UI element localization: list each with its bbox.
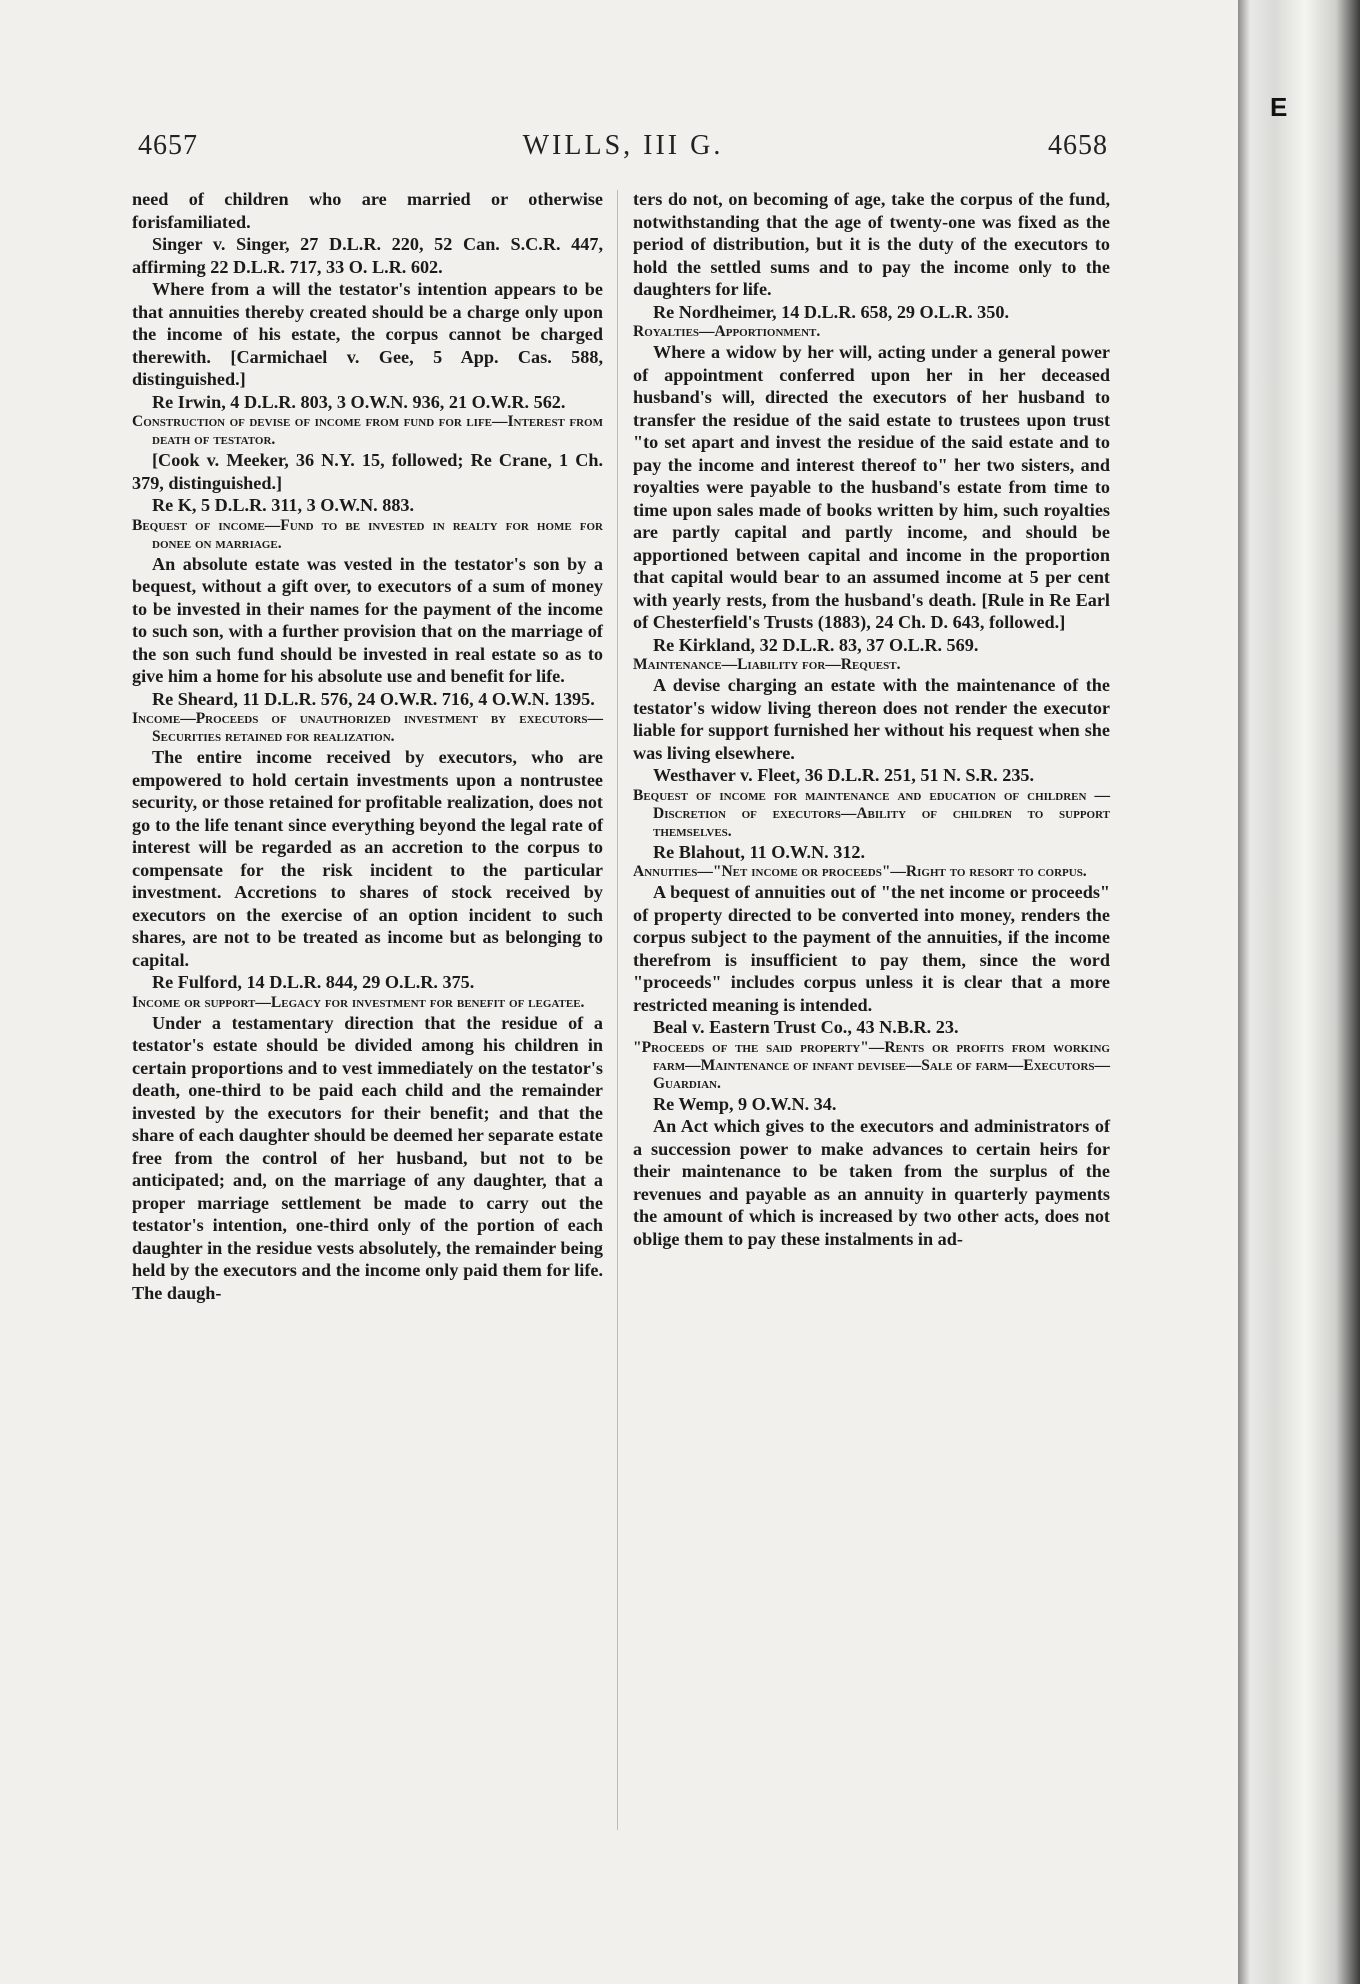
paragraph-continued: ters do not, on becoming of age, take the corpus of the fund, notwithstanding that the age of twenty-one was fixed as the period of distribution, but it is the duty of the executors to hold the settled sums and to pay the income only to the daughters for life. xyxy=(633,189,1110,299)
running-head xyxy=(138,130,1108,170)
case-citation: Singer v. Singer, 27 D.L.R. 220, 52 Can. S.C.R. 447, affirming 22 D.L.R. 717, 33 O. L.R. 602. xyxy=(132,234,603,277)
case-citation: Re Blahout, 11 O.W.N. 312. xyxy=(653,841,866,862)
section-heading: Income—Proceeds of unauthorized investment by executors—Securities retained for realization. xyxy=(132,710,603,745)
running-title: WILLS, III G. xyxy=(522,130,724,161)
paragraph: A bequest of annuities out of "the net income or proceeds" of property directed to be converted into money, renders the corpus subject to the payment of the annuities, if the income therefrom is insufficient to pay them, since the word "proceeds" includes corpus unless it is clear that a more restricted meaning is intended. xyxy=(633,882,1110,1015)
case-citation: Re Wemp, 9 O.W.N. 34. xyxy=(653,1093,837,1114)
page-number-left: 4657 xyxy=(138,130,198,161)
case-citation: Re K, 5 D.L.R. 311, 3 O.W.N. 883. xyxy=(152,495,415,515)
column-divider xyxy=(617,190,618,1830)
section-heading: Construction of devise of income from fund for life—Interest from death of testator. xyxy=(132,413,603,448)
left-column xyxy=(132,188,603,1304)
case-citation: Re Fulford, 14 D.L.R. 844, 29 O.L.R. 375. xyxy=(152,972,475,992)
paragraph: Where a widow by her will, acting under a general power of appointment conferred upon her in her deceased husband's will, directed the executors of her husband to transfer the residue of the said estate to trustees upon trust "to set apart and invest the residue of the said estate and to pay the income and interest thereof to" her two sisters, and royalties were payable to the husband's estate from time to time upon sales made of books written by him, such royalties are partly capital and partly income, and should be apportioned between capital and income in the proportion that capital would bear to an assumed income at 5 per cent with yearly rests, from the husband's death. [Rule in Re Earl of Chesterfield's Trusts (1883), 24 Ch. D. 643, followed.] xyxy=(633,342,1110,632)
paragraph: A devise charging an estate with the maintenance of the testator's widow living thereon does not render the executor liable for support furnished her without his request when she was living elsewhere. xyxy=(633,675,1110,763)
right-column xyxy=(633,188,1110,1250)
case-citation: Re Kirkland, 32 D.L.R. 83, 37 O.L.R. 569. xyxy=(653,634,979,655)
page-number-right: 4658 xyxy=(1048,130,1108,161)
section-heading: "Proceeds of the said property"—Rents or profits from working farm—Maintenance of infant devisee—Sale of farm—Executors—Guardian. xyxy=(633,1038,1111,1092)
paragraph-continued: need of children who are married or otherwise forisfamiliated. xyxy=(132,189,603,232)
case-citation: Beal v. Eastern Trust Co., 43 N.B.R. 23. xyxy=(653,1017,959,1037)
section-heading: Annuities—"Net income or proceeds"—Right to resort to corpus. xyxy=(633,863,1087,880)
section-heading: Income or support—Legacy for investment for benefit of legatee. xyxy=(132,993,585,1011)
case-citation: Re Irwin, 4 D.L.R. 803, 3 O.W.N. 936, 21 O.W.R. 562. xyxy=(152,391,566,412)
thumb-index-letter: E xyxy=(1270,92,1288,122)
section-heading: Bequest of income—Fund to be invested in realty for home for donee on marriage. xyxy=(132,516,603,552)
section-heading: Maintenance—Liability for—Request. xyxy=(633,656,901,673)
paragraph: Where from a will the testator's intention appears to be that annuities thereby created should be a charge only upon the income of his estate, the corpus cannot be charged therewith. [Carmichael v. Gee, 5 App. Cas. 588, distinguished.] xyxy=(132,279,603,389)
case-citation: Re Nordheimer, 14 D.L.R. 658, 29 O.L.R. 350. xyxy=(653,301,1009,322)
section-heading: Bequest of income for maintenance and education of children — Discretion of executors—Ability of children to support themselves. xyxy=(633,786,1110,840)
paragraph: [Cook v. Meeker, 36 N.Y. 15, followed; Re Crane, 1 Ch. 379, distinguished.] xyxy=(132,450,603,493)
case-citation: Re Sheard, 11 D.L.R. 576, 24 O.W.R. 716, 4 O.W.N. 1395. xyxy=(152,688,595,709)
paragraph: Under a testamentary direction that the residue of a testator's estate should be divided among his children in certain proportions and to vest immediately on the testator's death, one-third to be paid each child and the remainder invested by the executors for their benefit; and that the share of each daughter should be deemed her separate estate free from the control of her husband, but not to be anticipated; and, on the marriage of any daughter, that a proper marriage settlement be made to carry out the testator's intention, one-third only of the portion of each daughter in the residue vests absolutely, the remainder being held by the executors and the income only paid them for life. The daugh- xyxy=(132,1012,603,1303)
page-edge xyxy=(1238,0,1360,1984)
section-heading: Royalties—Apportionment. xyxy=(633,323,821,340)
case-citation: Westhaver v. Fleet, 36 D.L.R. 251, 51 N. S.R. 235. xyxy=(653,765,1035,785)
paragraph: An absolute estate was vested in the testator's son by a bequest, without a gift over, to executors of a sum of money to be invested in their names for the payment of the income to such son, with a further provision that on the marriage of the son such fund should be invested in real estate so as to give him a home for his absolute use and benefit for life. xyxy=(132,553,603,686)
paragraph: An Act which gives to the executors and administrators of a succession power to make advances to certain heirs for their maintenance to be taken from the surplus of the revenues and payable as an annuity in quarterly payments the amount of which is increased by two other acts, does not oblige them to pay these instalments in ad- xyxy=(633,1116,1110,1249)
paragraph: The entire income received by executors, who are empowered to hold certain investments upon a nontrustee security, or those retained for profitable realization, does not go to the life tenant since everything beyond the legal rate of interest will be regarded as an accretion to the corpus to compensate for the risk incident to the particular investment. Accretions to shares of stock received by executors on the exercise of an option incident to such shares, are not to be treated as income but as belonging to capital. xyxy=(132,747,603,970)
